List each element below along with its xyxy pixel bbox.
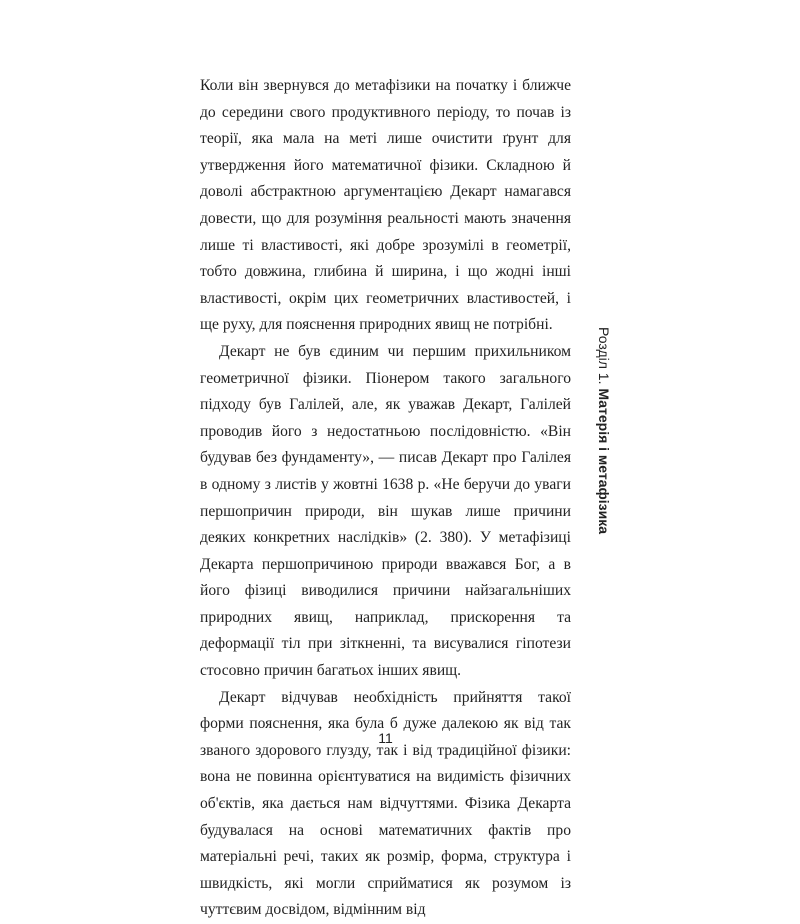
paragraph-2: Декарт не був єдиним чи першим прихильником геометричної фізики. Піонером такого загального підходу був Галілей, але, як уважав Декарт, Галілей проводив його з недостатньою послідовністю. «Він будував без фундаменту», — писав Декарт про Галілея в одному з листів у жовтні 1638 р. «Не беручи до уваги першопричин природи, він шукав лише причини деяких конкретних наслідків» (2. 380). У метафізиці Декарта першопричиною природи вважався Бог, а в його фізиці виводилися причини найзагальніших природних явищ, наприклад, прискорення та деформації тіл при зіткненні, та висувалися гіпотези стосовно причин багатьох інших явищ. [200, 342, 571, 680]
body-text [200, 73, 571, 924]
page-number: 11 [378, 730, 393, 746]
running-head-chapter: Розділ 1. [596, 327, 612, 385]
paragraph-1: Коли він звернувся до метафізики на початку і ближче до середини свого продуктивного періоду, то почав із теорії, яка мала на меті лише очистити ґрунт для утвердження його математичної фізики. Складною й доволі абстрактною аргументацією Декарт намагався довести, що для розуміння реальності мають значення лише ті властивості, які добре зрозумілі в геометрії, тобто довжина, глибина й ширина, і що жодні інші властивості, окрім цих геометричних властивостей, і ще руху, для пояснення природних явищ не потрібні. [200, 77, 571, 334]
running-head [596, 327, 612, 534]
paragraph-3: Декарт відчував необхідність прийняття такої форми пояснення, яка була б дуже далекою як від так званого здорового глузду, так і від традиційної фізики: вона не повинна орієнтуватися на видимість фізичних об'єктів, яка дається нам відчуттями. Фізика Декарта будувалася на основі математичних фактів про матеріальні речі, таких як розмір, форма, структура і швидкість, які могли сприйматися як розумом із чуттєвим досвідом, відмінним від [200, 688, 571, 919]
running-head-title: Матерія і метафізика [596, 388, 612, 535]
